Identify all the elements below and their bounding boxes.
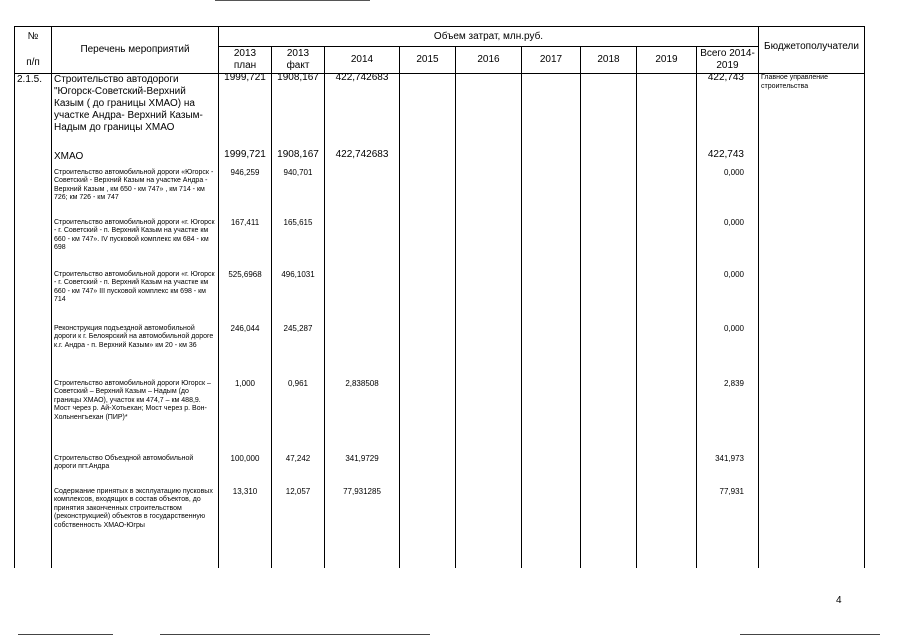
value-2018: [581, 74, 637, 151]
value-2016: [456, 169, 522, 219]
row-recipient: [759, 151, 865, 169]
row-recipient: [759, 219, 865, 271]
page-number: 4: [836, 595, 842, 606]
row-recipient: [759, 380, 865, 455]
value-2018: [581, 325, 637, 380]
value-2016: [456, 151, 522, 169]
value-2015: [400, 325, 456, 380]
table-row: [15, 219, 865, 271]
value-2014: [325, 219, 400, 271]
value-total: 422,743: [697, 74, 759, 151]
row-recipient: [759, 455, 865, 488]
value-2019: [637, 219, 697, 271]
value-2015: [400, 219, 456, 271]
value-2019: [637, 169, 697, 219]
value-2015: [400, 169, 456, 219]
row-number: 2.1.5.: [15, 74, 52, 151]
row-number: [15, 219, 52, 271]
header-year: 2019: [637, 47, 697, 74]
value-2016: [456, 219, 522, 271]
value-2013-fact: 47,242: [272, 455, 325, 488]
header-year: 2018: [581, 47, 637, 74]
row-name: Содержание принятых в эксплуатацию пусковых комплексов, входящих в состав объектов, до принятия законченных строительством (реконструкцией) объектов в государственную собственность ХМАО-Югры: [52, 488, 219, 568]
value-2019: [637, 271, 697, 325]
value-2013-fact: 0,961: [272, 380, 325, 455]
table-row: [15, 325, 865, 380]
header-year: 2016: [456, 47, 522, 74]
value-2018: [581, 271, 637, 325]
value-2014: [325, 271, 400, 325]
value-2019: [637, 325, 697, 380]
row-number: [15, 169, 52, 219]
value-2013-fact: 496,1031: [272, 271, 325, 325]
table-row: [15, 74, 865, 151]
value-2018: [581, 380, 637, 455]
bottom-divider: [160, 634, 430, 636]
row-number: [15, 455, 52, 488]
value-2017: [522, 74, 581, 151]
value-2014: 2,838508: [325, 380, 400, 455]
row-name: ХМАО: [52, 151, 219, 169]
header-year: 2013 план: [219, 47, 272, 74]
value-2016: [456, 455, 522, 488]
value-2013-plan: 1999,721: [219, 74, 272, 151]
row-name: Строительство автомобильной дороги «г. Югорск - г. Советский - п. Верхний Казым на участке км 660 - км 747» III пусковой комплекс км 698 - км 714: [52, 271, 219, 325]
row-name: Строительство автомобильной дороги «г. Югорск - г. Советский - п. Верхний Казым на участке км 660 - км 747». IV пусковой комплекс км 684 - км 698: [52, 219, 219, 271]
value-2017: [522, 169, 581, 219]
table-row: [15, 271, 865, 325]
value-2017: [522, 325, 581, 380]
row-number: [15, 380, 52, 455]
value-2019: [637, 455, 697, 488]
value-total: 0,000: [697, 219, 759, 271]
row-recipient: [759, 169, 865, 219]
table-row: [15, 169, 865, 219]
row-number: [15, 325, 52, 380]
row-number: [15, 271, 52, 325]
value-2013-fact: 12,057: [272, 488, 325, 568]
value-total: 0,000: [697, 169, 759, 219]
value-2013-plan: 246,044: [219, 325, 272, 380]
top-divider: [215, 0, 370, 2]
value-2013-plan: 13,310: [219, 488, 272, 568]
value-2016: [456, 325, 522, 380]
value-2018: [581, 488, 637, 568]
bottom-divider: [740, 634, 880, 636]
value-2017: [522, 151, 581, 169]
value-2015: [400, 488, 456, 568]
value-2019: [637, 74, 697, 151]
value-2019: [637, 151, 697, 169]
value-2015: [400, 271, 456, 325]
header-year: 2014: [325, 47, 400, 74]
value-2014: 341,9729: [325, 455, 400, 488]
row-recipient: [759, 325, 865, 380]
row-number: [15, 488, 52, 568]
value-2013-plan: 1,000: [219, 380, 272, 455]
value-2013-fact: 1908,167: [272, 74, 325, 151]
value-2013-plan: 525,6968: [219, 271, 272, 325]
value-2013-plan: 946,259: [219, 169, 272, 219]
row-name: Строительство автодороги "Югорск-Советский-Верхний Казым ( до границы ХМАО) на участке Андра- Верхний Казым-Надым до границы ХМАО: [52, 74, 219, 151]
value-2018: [581, 219, 637, 271]
value-total: 0,000: [697, 325, 759, 380]
expenditure-table: [14, 26, 865, 568]
value-2017: [522, 271, 581, 325]
value-2014: 422,742683: [325, 151, 400, 169]
value-2013-plan: 100,000: [219, 455, 272, 488]
value-2013-fact: 245,287: [272, 325, 325, 380]
value-total: 0,000: [697, 271, 759, 325]
row-name: Строительство автомобильной дороги Югорск – Советский – Верхний Казым – Надым (до границы ХМАО), участок км 474,7 – км 488,9. Мост через р. Ай-Хотьехан; Мост через р. Вон-Хольненгъехан (ПИР)*: [52, 380, 219, 455]
bottom-divider: [18, 634, 113, 636]
row-recipient: [759, 271, 865, 325]
value-2014: [325, 325, 400, 380]
value-total: 2,839: [697, 380, 759, 455]
value-2013-fact: 1908,167: [272, 151, 325, 169]
value-2016: [456, 488, 522, 568]
table-row: [15, 455, 865, 488]
row-recipient: Главное управление строительства: [759, 74, 865, 151]
value-2014: 422,742683: [325, 74, 400, 151]
table-row: [15, 151, 865, 169]
value-2013-plan: 1999,721: [219, 151, 272, 169]
value-2015: [400, 380, 456, 455]
header-year: Всего 2014- 2019: [697, 47, 759, 74]
value-total: 341,973: [697, 455, 759, 488]
value-total: 422,743: [697, 151, 759, 169]
value-2013-plan: 167,411: [219, 219, 272, 271]
header-year: 2013 факт: [272, 47, 325, 74]
value-total: 77,931: [697, 488, 759, 568]
value-2015: [400, 74, 456, 151]
value-2013-fact: 165,615: [272, 219, 325, 271]
header-recipients: Бюджетополучатели: [759, 27, 865, 74]
row-name: Реконструкция подъездной автомобильной дороги к г. Белоярский на автомобильной дороге к.г. Андра - п. Верхний Казым» км 20 - км 36: [52, 325, 219, 380]
value-2016: [456, 380, 522, 455]
value-2014: [325, 169, 400, 219]
value-2018: [581, 169, 637, 219]
row-number: [15, 151, 52, 169]
value-2014: 77,931285: [325, 488, 400, 568]
value-2018: [581, 151, 637, 169]
header-year: 2017: [522, 47, 581, 74]
value-2015: [400, 151, 456, 169]
value-2019: [637, 488, 697, 568]
value-2018: [581, 455, 637, 488]
value-2017: [522, 219, 581, 271]
value-2013-fact: 940,701: [272, 169, 325, 219]
value-2019: [637, 380, 697, 455]
header-list: Перечень мероприятий: [52, 27, 219, 74]
value-2016: [456, 74, 522, 151]
value-2015: [400, 455, 456, 488]
value-2017: [522, 455, 581, 488]
row-name: Строительство автомобильной дороги «Югорск - Советский - Верхний Казым на участке Андра - Верхний Казым , км 650 - км 747» , км 714 - км 726; км 726 - км 747: [52, 169, 219, 219]
row-name: Строительство Объездной автомобильной дороги пгт.Андра: [52, 455, 219, 488]
value-2016: [456, 271, 522, 325]
header-year: 2015: [400, 47, 456, 74]
header-costs: Объем затрат, млн.руб.: [219, 27, 759, 47]
table-row: [15, 380, 865, 455]
table-row: [15, 488, 865, 568]
header-no: № п/п: [15, 27, 52, 74]
value-2017: [522, 488, 581, 568]
row-recipient: [759, 488, 865, 568]
value-2017: [522, 380, 581, 455]
